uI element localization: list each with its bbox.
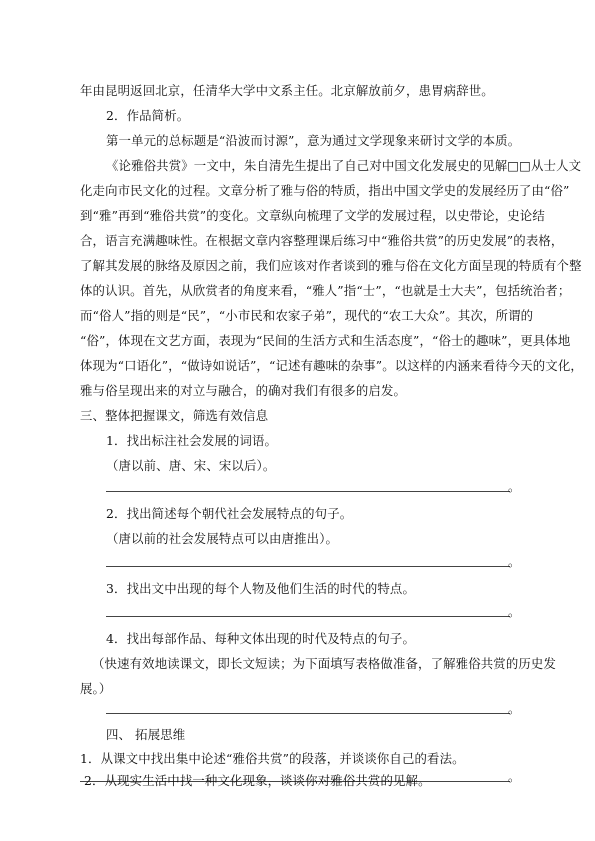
section-heading: 2．作品简析。 (106, 108, 190, 123)
question-1: 1．找出标注社会发展的词语。 (106, 433, 278, 448)
blank-end-mark: 。 (507, 480, 520, 494)
text-line: 第一单元的总标题是“沿波而讨源”，意为通过文学现象来研讨文学的本质。 (106, 133, 521, 148)
answer-blank-1[interactable] (106, 480, 520, 494)
blank-end-mark: 。 (507, 770, 520, 784)
text-line: 年由昆明返回北京，任清华大学中文系主任。北京解放前夕，患胃病辞世。 (80, 83, 494, 98)
answer-underline (106, 491, 510, 492)
answer-underline (106, 713, 510, 714)
blank-end-mark: 。 (507, 555, 520, 569)
text-line: 到“雅”再到“雅俗共赏”的变化。文章纵向梳理了文学的发展过程，以史带论，史论结 (80, 208, 545, 223)
text-line: 体的认识。首先，从欣赏者的角度来看，“雅人”指“士”，“也就是士大夫”，包括统治者； (80, 283, 571, 298)
extension-question-1: 1．从课文中找出集中论述“雅俗共赏”的段落，并谈谈你自己的看法。 (80, 751, 465, 766)
question-2: 2．找出简述每个朝代社会发展特点的句子。 (106, 506, 353, 521)
question-hint: （唐以前、唐、宋、宋以后）。 (106, 458, 276, 473)
text-line: 化走向市民文化的过程。文章分析了雅与俗的特质，指出中国文学史的发展经历了由“俗” (80, 183, 570, 198)
text-line: 了解其发展的脉络及原因之前，我们应该对作者谈到的雅与俗在文化方面呈现的特质有个整 (80, 258, 582, 273)
section-heading: 三、整体把握课文，筛选有效信息 (80, 408, 269, 423)
text-line: 合，语言充满趣味性。在根据文章内容整理课后练习中“雅俗共赏”的历史发展”的表格， (80, 233, 564, 248)
answer-blank-2[interactable] (106, 555, 520, 569)
extension-question-2: 2．从现实生活中找一种文化现象，谈谈你对雅俗共赏的见解。 (84, 773, 431, 788)
blank-end-mark: 。 (507, 605, 520, 619)
text-line: 而“俗人”指的则是“民”，“小市民和农家子弟”，现代的“农工大众”。其次，所谓的 (80, 308, 534, 323)
answer-underline (106, 616, 510, 617)
question-hint: 展。） (80, 681, 112, 696)
question-4: 4．找出每部作品、每种文体出现的时代及特点的句子。 (106, 631, 416, 646)
text-line: 《论雅俗共赏》一文中，朱自清先生提出了自己对中国文化发展史的见解□□从士人文 (106, 158, 582, 173)
blank-end-mark: 。 (507, 702, 520, 716)
question-hint: （唐以前的社会发展特点可以由唐推出）。 (106, 531, 339, 546)
text-line: 雅与俗呈现出来的对立与融合，的确对我们有很多的启发。 (80, 383, 407, 398)
answer-blank-3[interactable] (106, 605, 520, 619)
question-3: 3．找出文中出现的每个人物及他们生活的时代的特点。 (106, 581, 416, 596)
section-heading: 四、 拓展思维 (106, 727, 186, 742)
answer-blank-4[interactable] (106, 702, 520, 716)
text-line: “俗”，体现在文艺方面，表现为“民间的生活方式和生活态度”，“俗士的趣味”，更具体地 (80, 333, 571, 348)
answer-underline (106, 566, 510, 567)
text-line: 体现为“口语化”，“做诗如说话”，“记述有趣味的杂事”。以这样的内涵来看待今天的文化， (80, 358, 583, 373)
question-hint: （快速有效地读课文，即长文短读；为下面填写表格做准备，了解雅俗共赏的历史发 (92, 656, 557, 671)
